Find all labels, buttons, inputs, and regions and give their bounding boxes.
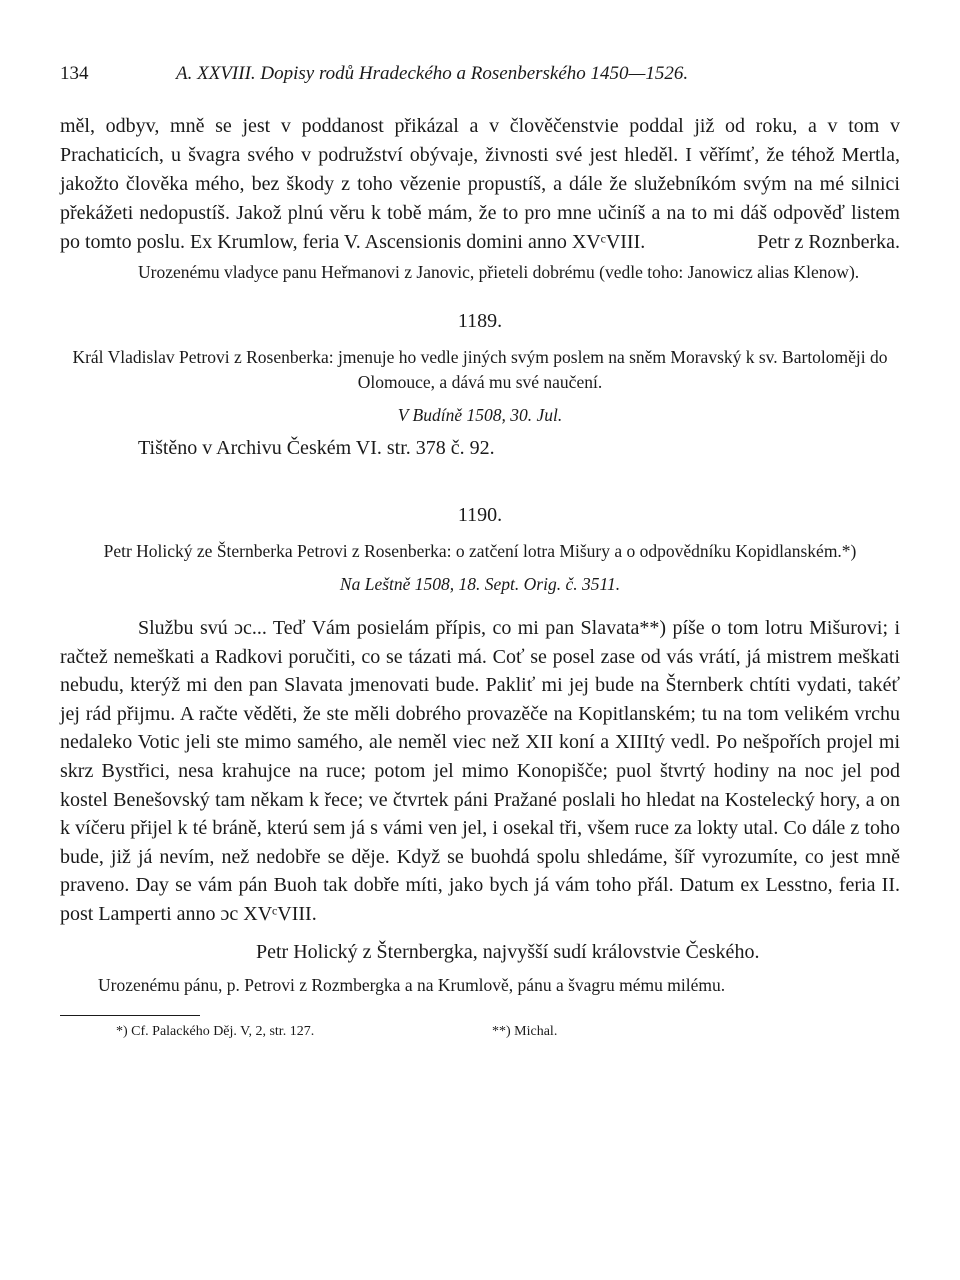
running-title: A. XXVIII. Dopisy rodů Hradeckého a Rosenberského 1450—1526. <box>176 63 689 84</box>
doc-1190-signature: Petr Holický z Šternbergka, najvyšší sudí královstvie Českého. <box>256 940 760 963</box>
doc-1190-regest: Petr Holický ze Šternberka Petrovi z Rosenberka: o zatčení lotra Mišury a o odpovědníku Kopidlanském.*) <box>103 541 857 561</box>
doc-1189-regest: Král Vladislav Petrovi z Rosenberka: jmenuje ho vedle jiných svým poslem na sněm Moravský k sv. Bartoloměji do Olomouce, a dává mu své naučení. <box>72 347 888 392</box>
page-number: 134 <box>60 63 89 84</box>
footnote-1: *) Cf. Palackého Děj. V, 2, str. 127. <box>116 1023 315 1039</box>
footnote-2: **) Michal. <box>492 1023 558 1039</box>
letter-1188-text <box>60 112 900 257</box>
doc-1190-address: Urozenému pánu, p. Petrovi z Rozmbergka a na Krumlově, pánu a švagru mému milému. <box>98 974 726 995</box>
doc-1190-place-date: Na Leštně 1508, 18. Sept. Orig. č. 3511. <box>339 574 621 594</box>
doc-1189-number: 1189. <box>457 310 503 332</box>
letter-1188-address: Urozenému vladyce panu Heřmanovi z Janovic, přieteli dobrému (vedle toho: Janowicz alias Klenow). <box>138 262 860 282</box>
footnotes <box>60 1016 900 1044</box>
doc-1190-body: Službu svú ɔc... Teď Vám posielám přípis, co mi pan Slavata**) píše o tom lotru Mišurovi; i račtež nemeškati a Radkovi poručiti, co se tázati má. Coť se posel zase od vás vrátí, já mistrem meškati nebudu, kterýž mi den pan Slavata jmenovati bude. Pakliť mi jej bude na Šternberk chtíti vydati, takéť jej rád přijmu. A račte věděti, že ste měli dobrého provazěče na Kopitlanském; tu na tom velikém vrchu nedaleko Votic jeli ste mimo samého, ale neměl viec než XII koní a XIIItý vedl. Po nešpořích projel mi skrz Bystřici, nesa krahujce na ruce; potom jel mimo Konopišče; puol štvrtý hodiny na noc jel pod kostel Benešovský tam někam k řece; ve čtvrtek páni Pražané poslali ho hledat na Kostelecký hory, a on k víčeru přijel k té bráně, kterú sem já s vámi ven jel, i osekal tři, všem ruce za lokty utal. Co dále z toho bude, již já nevím, než nedobře se děje. Když se buohdá spolu shledáme, šíř vyrozumíte, co jest mně praveno. Day se vám pán Buoh tak dobře míti, jako bych já vám toho přál. Datum ex Lesstno, feria II. post Lamperti anno ɔc XVᶜVIII. <box>60 617 900 925</box>
doc-1189-printed: Tištěno v Archivu Českém VI. str. 378 č. 92. <box>138 437 495 459</box>
letter-1188-body: měl, odbyv, mně se jest v poddanost přikázal a v člověčenstvie poddal již od roku, a v tom v Prachaticích, u švagra svého v podružství obývaje, živnosti své jest hleděl. I věřímť, že téhož Mertla, jakožto člověka mého, bez škody z toho vězenie propustíš, a dále že služebníkóm svým na mé silnici překážeti nedopustíš. Jakož plnú věru k tobě mám, že to pro mne učiníš a na to mi dáš odpověď listem po tomto poslu. Ex Krumlow, feria V. Ascensionis domini anno XVᶜVIII. <box>60 115 900 253</box>
doc-1189-place-date: V Budíně 1508, 30. Jul. <box>397 405 563 425</box>
letter-1188-signature: Petr z Roznberka. <box>757 231 900 253</box>
doc-1190-number: 1190. <box>457 504 503 526</box>
document-page <box>60 58 900 1044</box>
running-head <box>60 58 900 90</box>
